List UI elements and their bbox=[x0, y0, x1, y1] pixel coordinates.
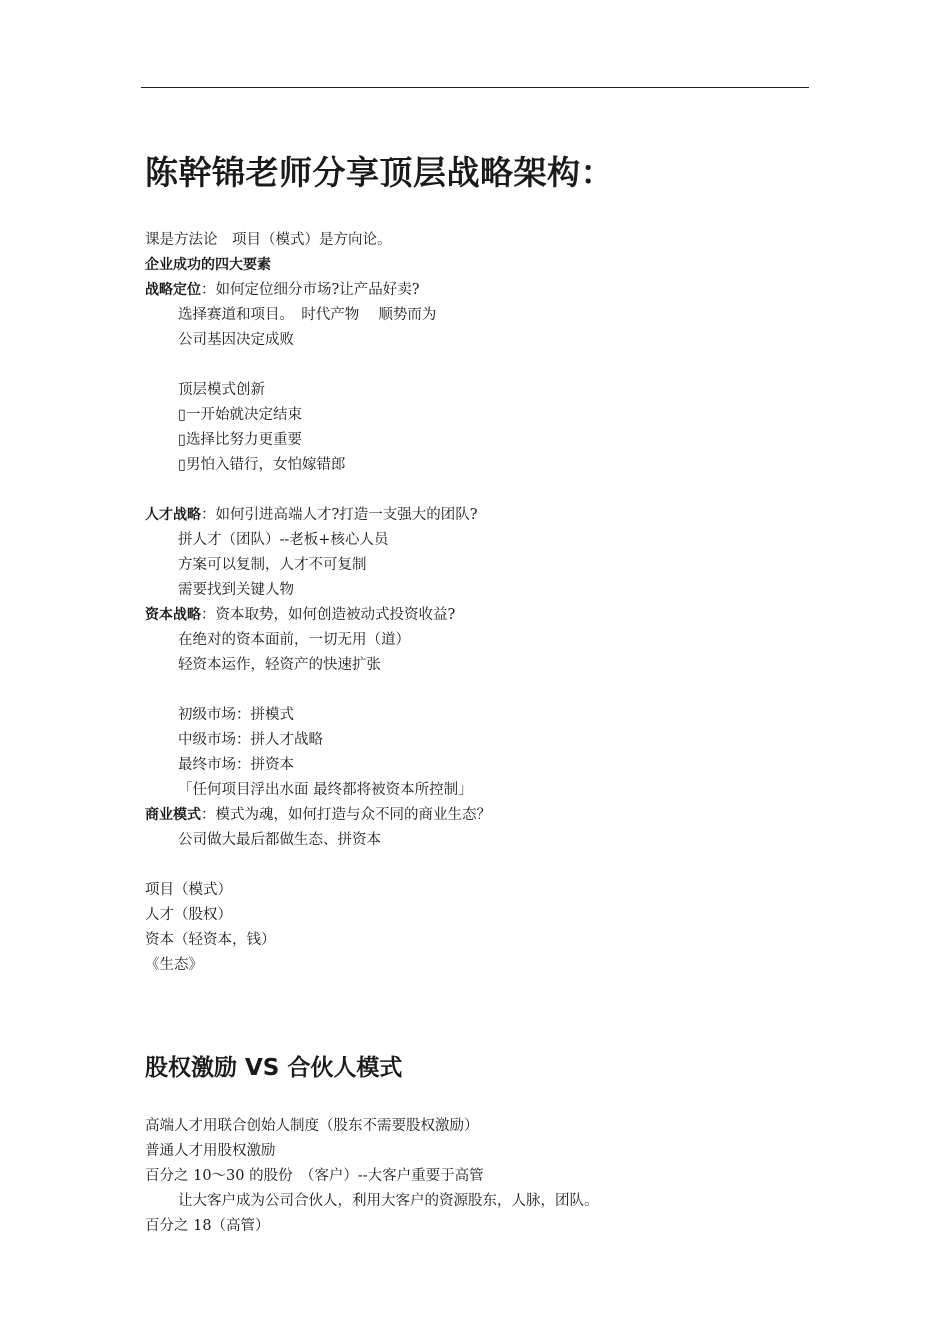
capital-line-5: 最终市场：拼资本 bbox=[178, 757, 294, 773]
document-body bbox=[145, 140, 805, 1239]
strategy-line-2: 公司基因决定成败 bbox=[178, 332, 294, 348]
section2-line-4: 让大客户成为公司合伙人，利用大客户的资源股东，人脉，团队。 bbox=[178, 1193, 599, 1209]
business-heading-line bbox=[145, 803, 805, 828]
bullet-text: 一开始就决定结束 bbox=[185, 407, 302, 423]
business-line-1: 公司做大最后都做生态、拼资本 bbox=[178, 832, 381, 848]
capital-heading-line bbox=[145, 603, 805, 628]
strategy-heading-line bbox=[145, 278, 805, 303]
capital-line-6: 「任何项目浮出水面 最终都将被资本所控制」 bbox=[178, 782, 473, 798]
header-rule bbox=[141, 87, 809, 88]
strategy-line-3: 顶层模式创新 bbox=[178, 382, 265, 398]
strategy-question: ：如何定位细分市场?让产品好卖? bbox=[201, 282, 420, 298]
bullet-icon: ▯ bbox=[178, 432, 186, 448]
business-label: 商业模式 bbox=[145, 807, 201, 823]
talent-line-2: 方案可以复制，人才不可复制 bbox=[178, 557, 367, 573]
capital-line-1: 在绝对的资本面前，一切无用（道） bbox=[178, 632, 410, 648]
talent-heading-line bbox=[145, 503, 805, 528]
capital-question: ：资本取势，如何创造被动式投资收益? bbox=[201, 607, 456, 623]
talent-question: ：如何引进高端人才?打造一支强大的团队? bbox=[201, 507, 478, 523]
capital-label: 资本战略 bbox=[145, 607, 201, 623]
summary-line-1: 项目（模式） bbox=[145, 882, 232, 898]
strategy-bullet-1 bbox=[145, 403, 805, 428]
capital-line-4: 中级市场：拼人才战略 bbox=[178, 732, 323, 748]
section2-line-3: 百分之 10～30 的股份 （客户）--大客户重要于高管 bbox=[145, 1168, 484, 1184]
bullet-icon: ▯ bbox=[178, 407, 186, 423]
bullet-icon: ▯ bbox=[178, 457, 186, 473]
summary-line-3: 资本（轻资本，钱） bbox=[145, 932, 276, 948]
capital-line-2: 轻资本运作，轻资产的快速扩张 bbox=[178, 657, 381, 673]
talent-line-1: 拼人才（团队）--老板+核心人员 bbox=[178, 532, 389, 548]
section2-line-2: 普通人才用股权激励 bbox=[145, 1143, 276, 1159]
section2-line-1: 高端人才用联合创始人制度（股东不需要股权激励） bbox=[145, 1118, 479, 1134]
strategy-bullet-2 bbox=[145, 428, 805, 453]
bullet-text: 选择比努力更重要 bbox=[185, 432, 302, 448]
summary-line-4: 《生态》 bbox=[145, 957, 203, 973]
page-title: 陈幹锦老师分享顶层战略架构： bbox=[145, 153, 614, 192]
section-title: 股权激励 VS 合伙人模式 bbox=[145, 1055, 403, 1081]
talent-label: 人才战略 bbox=[145, 507, 201, 523]
intro-line: 课是方法论 项目（模式）是方向论。 bbox=[145, 232, 392, 248]
four-elements-heading: 企业成功的四大要素 bbox=[145, 257, 271, 273]
summary-line-2: 人才（股权） bbox=[145, 907, 232, 923]
strategy-line-1: 选择赛道和项目。 时代产物 顺势而为 bbox=[178, 307, 437, 323]
business-question: ：模式为魂，如何打造与众不同的商业生态？ bbox=[201, 807, 491, 823]
strategy-label: 战略定位 bbox=[145, 282, 201, 298]
section2-line-5: 百分之 18（高管） bbox=[145, 1218, 270, 1234]
talent-line-3: 需要找到关键人物 bbox=[178, 582, 294, 598]
bullet-text: 男怕入错行，女怕嫁错郎 bbox=[185, 457, 346, 473]
capital-line-3: 初级市场：拼模式 bbox=[178, 707, 294, 723]
strategy-bullet-3 bbox=[145, 453, 805, 478]
